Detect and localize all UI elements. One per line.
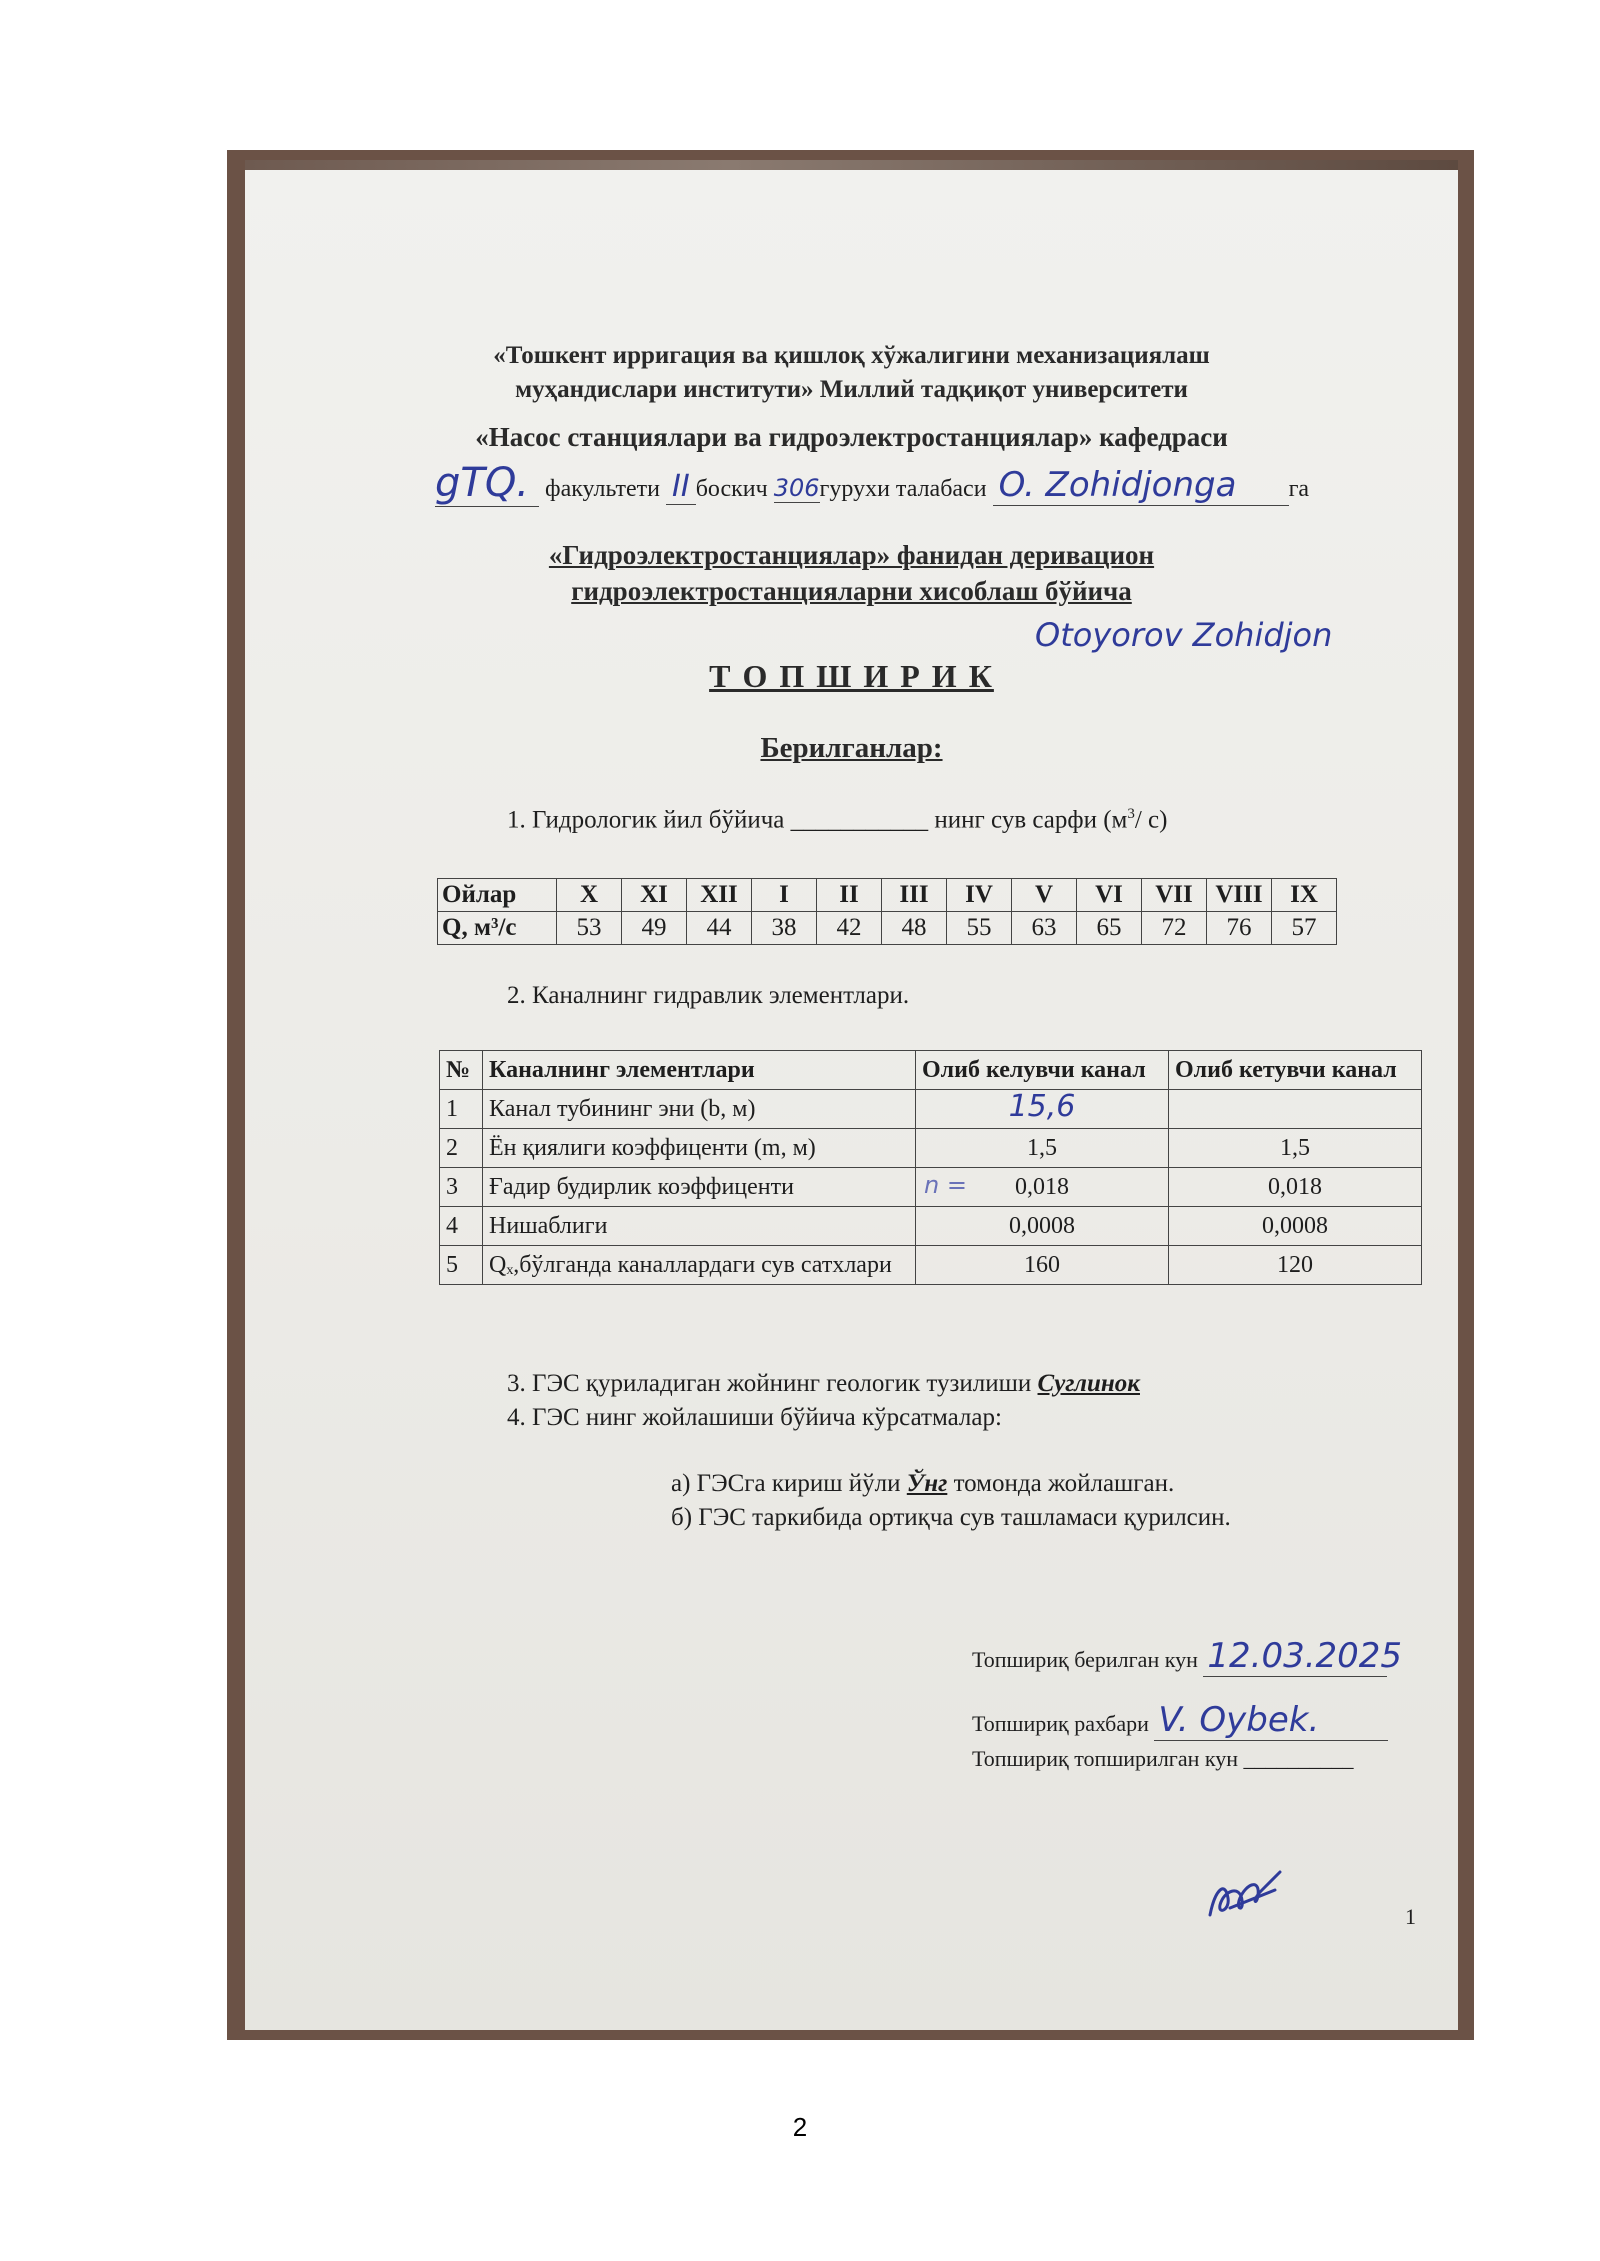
institute-line-2: муҳандислари институти» Миллий тадқиқот университети [515, 376, 1188, 403]
course-value: II [666, 469, 696, 505]
subject-line-1: «Гидроэлектростанциялар» фанидан деривацион [548, 540, 1155, 570]
discharge-cell: 65 [1077, 912, 1142, 945]
table-row: 3 Ғадир будирлик коэффиценти n = 0,018 0,018 [440, 1168, 1422, 1207]
course-label: боскич [695, 476, 768, 502]
discharge-row-label: Q, м³/с [438, 912, 557, 945]
institute-line-1: «Тошкент ирригация ва қишлоқ хўжалигини механизациялаш [493, 342, 1210, 369]
month-cell: VII [1142, 879, 1207, 912]
discharge-row [438, 912, 1337, 945]
supervisor-label: Топшириқ рахбари [972, 1711, 1149, 1736]
canal-table-header [440, 1051, 1422, 1090]
discharge-cell: 48 [882, 912, 947, 945]
department-line: «Насос станциялари ва гидроэлектростанциялар» кафедраси [475, 422, 1228, 452]
discharge-cell: 44 [687, 912, 752, 945]
item-2-canal-elements: 2. Каналнинг гидравлик элементлари. [507, 982, 910, 1009]
table-row: 2 Ён қиялиги коэффиценти (m, м) 1,5 1,5 [440, 1129, 1422, 1168]
item-1-hydrology: 1. Гидрологик йил бўйича ___________ нинг сув сарфи ($м^3/$ с) [507, 806, 1168, 834]
item-4b-spillway: б) ГЭС таркибида ортиқча сув ташламаси қурилсин. [671, 1504, 1231, 1531]
col-elements-header: Каналнинг элементлари [483, 1051, 916, 1090]
subject-line-2: гидроэлектростанцияларни хисоблаш бўйича [571, 576, 1132, 606]
faculty-label: факультети [545, 476, 660, 502]
document-title: Т О П Ш И Р И К [709, 658, 994, 694]
group-value: 306 [773, 474, 820, 502]
submitted-date-label: Топшириқ топширилган кун [972, 1746, 1239, 1771]
month-cell: II [817, 879, 882, 912]
issued-date-value: 12.03.2025 [1203, 1636, 1387, 1677]
month-cell: X [557, 879, 622, 912]
document-photo [227, 150, 1474, 2040]
month-cell: IV [947, 879, 1012, 912]
page-number: 2 [792, 2112, 808, 2142]
submitted-date-blank: __________ [1243, 1746, 1354, 1771]
month-cell: VIII [1207, 879, 1272, 912]
student-line-suffix: га [1288, 476, 1310, 502]
discharge-cell: 49 [622, 912, 687, 945]
month-cell: I [752, 879, 817, 912]
months-row-label: Ойлар [438, 879, 557, 912]
col-number-header: № [440, 1051, 483, 1090]
month-cell: VI [1077, 879, 1142, 912]
issued-date-label: Топшириқ берилган кун [972, 1647, 1198, 1672]
geology-value: Суглинок [1037, 1370, 1140, 1397]
group-label: гурухи талабаси [819, 476, 987, 502]
canal-elements-table [439, 1050, 1422, 1285]
table-row: 4 Нишаблиги 0,0008 0,0008 [440, 1207, 1422, 1246]
monthly-discharge-table [437, 878, 1337, 945]
roughness-note: n = [924, 1171, 967, 1199]
month-cell: IX [1272, 879, 1337, 912]
month-cell: XII [687, 879, 752, 912]
table-row: 5 Qₓ,бўлганда каналлардаги сув сатхлари 160 120 [440, 1246, 1422, 1285]
supervisor-value: V. Oybek. [1154, 1700, 1388, 1741]
table-row: 1 Канал тубининг эни (b, м) 15,6 [440, 1090, 1422, 1129]
discharge-cell: 55 [947, 912, 1012, 945]
given-heading: Берилганлар: [760, 732, 943, 764]
student-name-value: O. Zohidjonga [993, 465, 1289, 506]
supervisor-signature [1200, 1860, 1290, 1930]
handwritten-student-name: Otoyorov Zohidjon [1035, 616, 1333, 654]
paper-sheet [245, 160, 1458, 2030]
col-inlet-header: Олиб келувчи канал [916, 1051, 1169, 1090]
discharge-cell: 76 [1207, 912, 1272, 945]
col-outlet-header: Олиб кетувчи канал [1169, 1051, 1422, 1090]
faculty-value: gTQ. [435, 460, 539, 507]
submitted-date-line [972, 1746, 1354, 1772]
item-3-geology: 3. ГЭС қуриладиган жойнинг геологик тузилиши Суглинок [507, 1370, 1140, 1397]
discharge-cell: 53 [557, 912, 622, 945]
month-cell: III [882, 879, 947, 912]
months-row [438, 879, 1337, 912]
item-4-instructions: 4. ГЭС нинг жойлашиши бўйича кўрсатмалар: [507, 1404, 1002, 1431]
discharge-cell: 57 [1272, 912, 1337, 945]
supervisor-line [972, 1700, 1388, 1741]
month-cell: V [1012, 879, 1077, 912]
sheet-page-number: 1 [1405, 1904, 1416, 1929]
student-line [435, 460, 1309, 506]
inlet-width-handwritten: 15,6 [916, 1090, 1169, 1129]
issued-date-line [972, 1636, 1403, 1677]
discharge-cell: 42 [817, 912, 882, 945]
discharge-cell: 72 [1142, 912, 1207, 945]
discharge-cell: 38 [752, 912, 817, 945]
discharge-cell: 63 [1012, 912, 1077, 945]
paper-top-shadow [245, 160, 1458, 170]
month-cell: XI [622, 879, 687, 912]
item-4a-entrance: а) ГЭСга кириш йўли Ўнг томонда жойлашган. [671, 1470, 1175, 1497]
entrance-side-value: Ўнг [906, 1470, 948, 1497]
